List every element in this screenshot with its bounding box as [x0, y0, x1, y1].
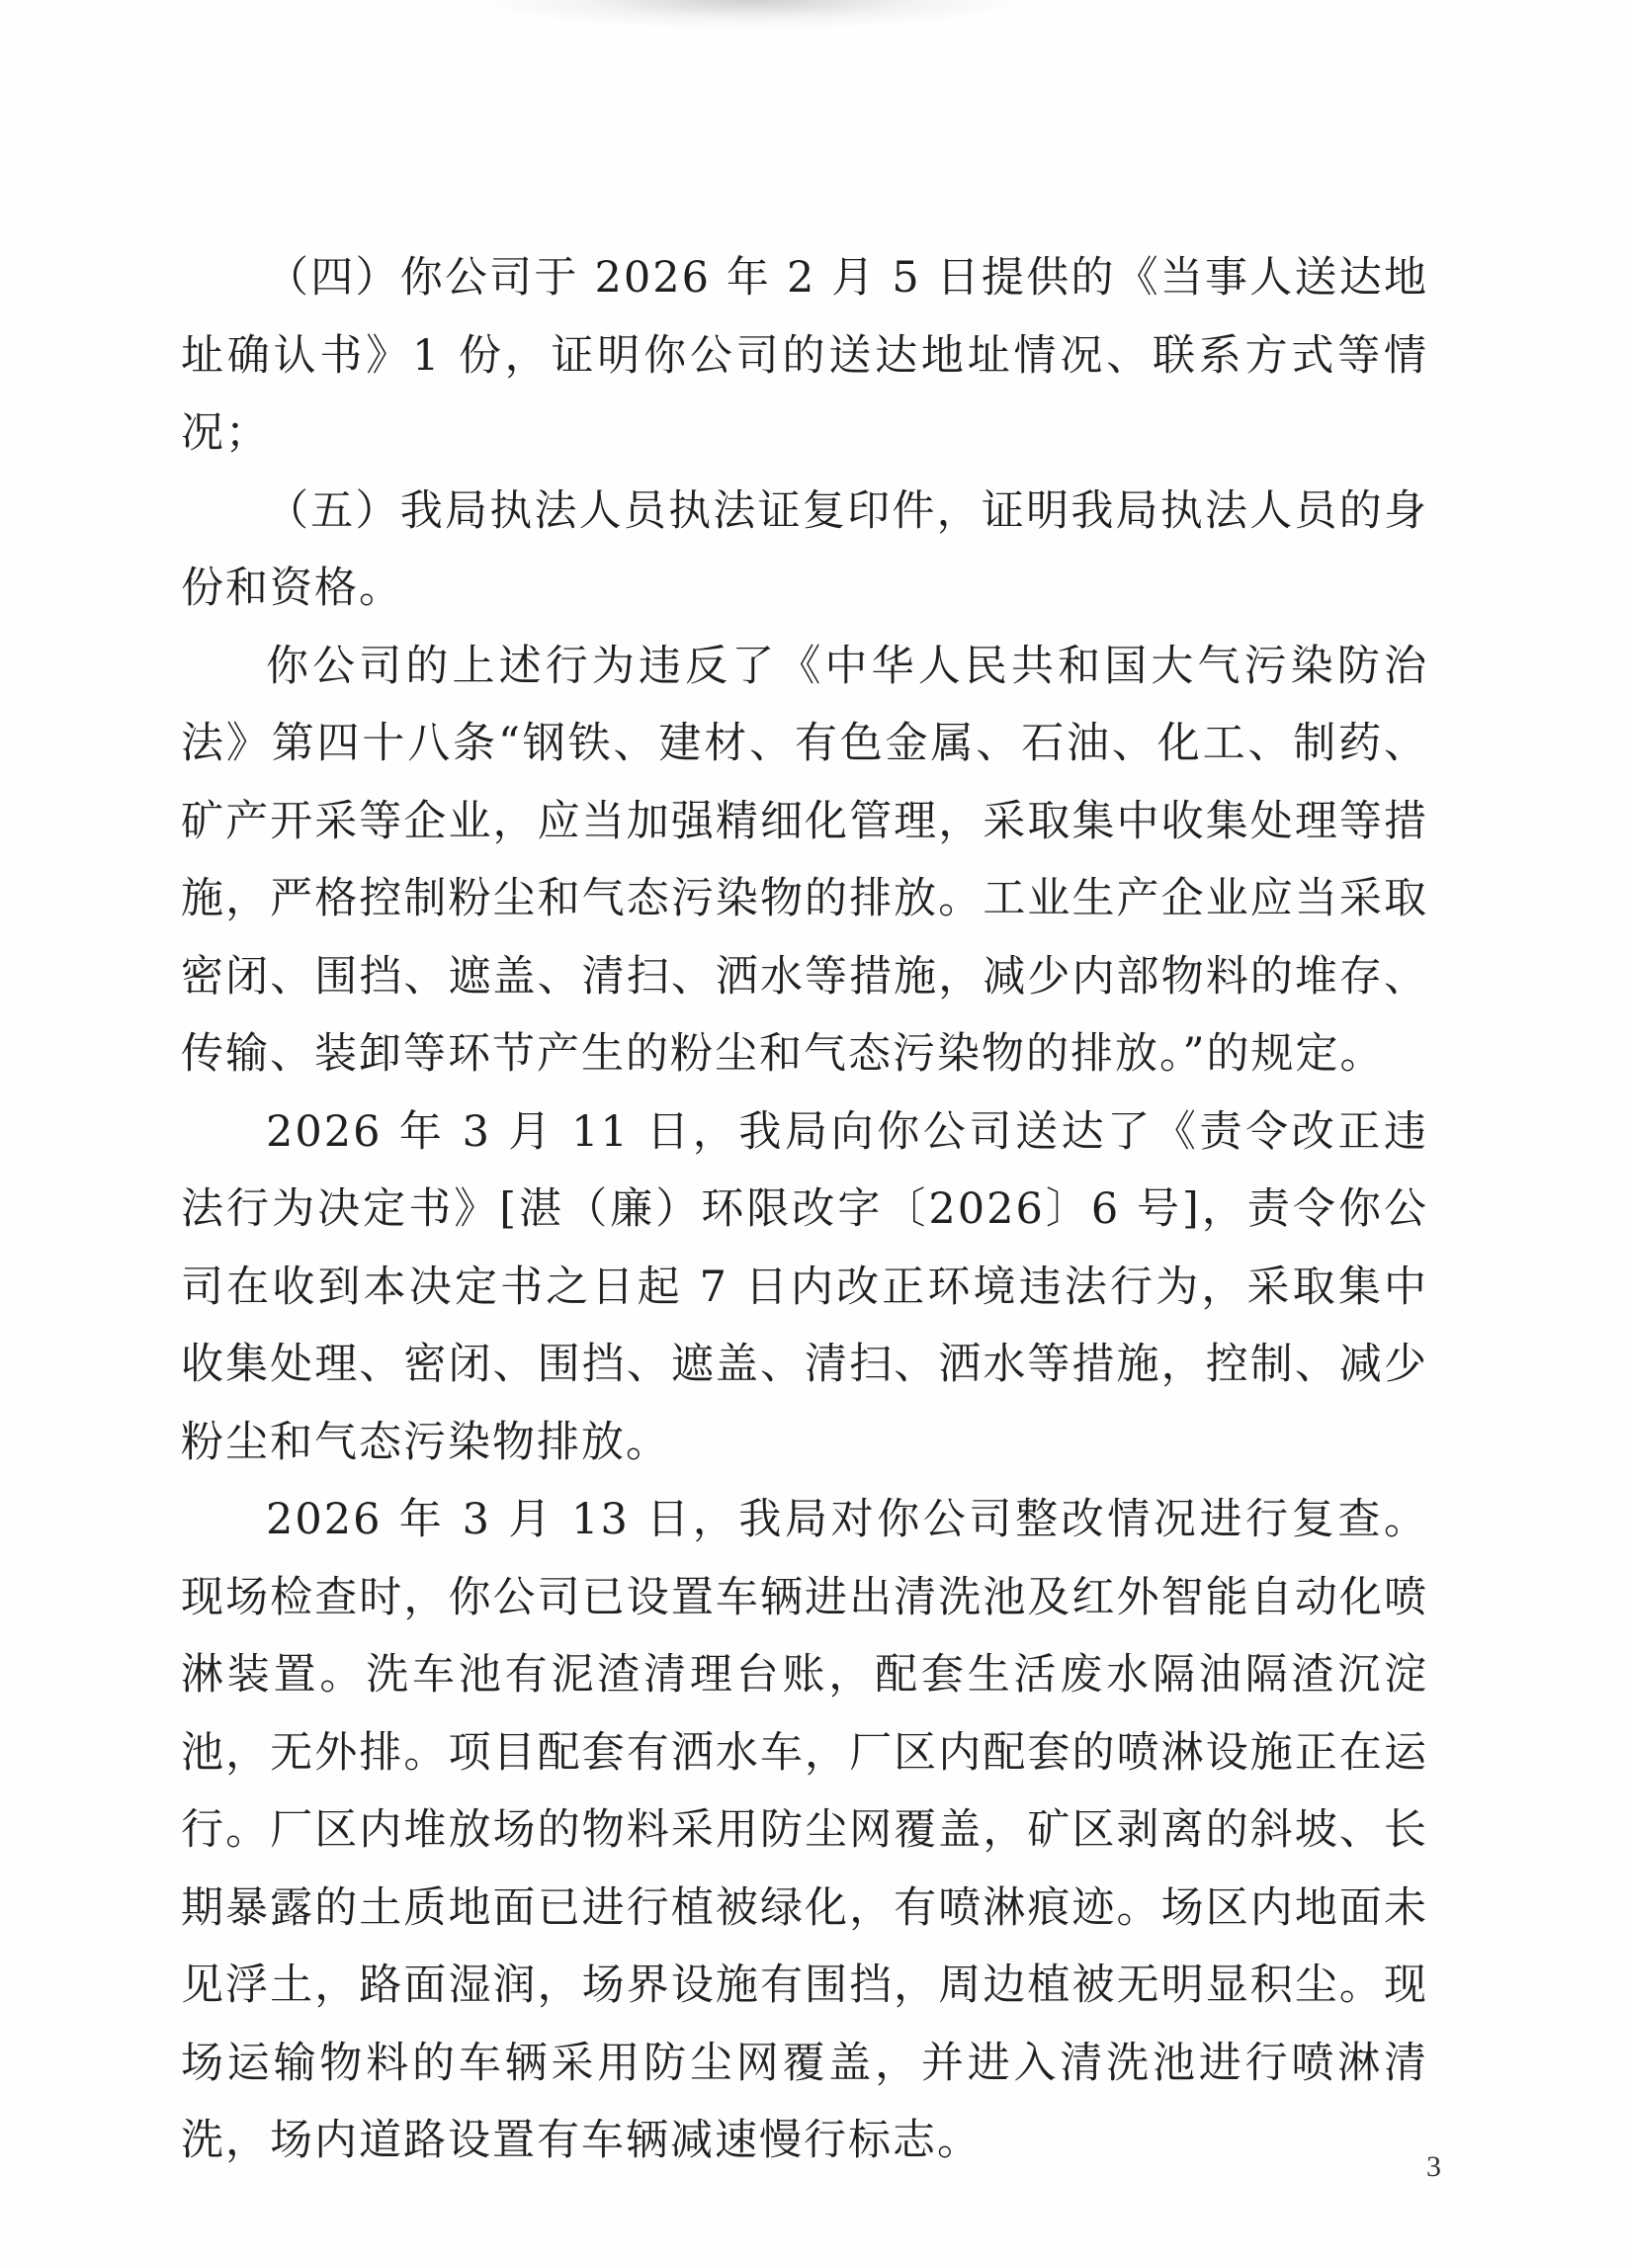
paragraph-evidence-5: （五）我局执法人员执法证复印件，证明我局执法人员的身份和资格。 [181, 485, 1428, 613]
page-number: 3 [1426, 2150, 1441, 2183]
paragraph-violation: 你公司的上述行为违反了《中华人民共和国大气污染防治法》第四十八条“钢铁、建材、有色金属、石油、化工、制药、矿产开采等企业，应当加强精细化管理，采取集中收集处理等措施，严格控制粉尘和气态污染物的排放。工业生产企业应当采取密闭、围挡、遮盖、清扫、洒水等措施，减少内部物料的堆存、传输、装卸等环节产生的粉尘和气态污染物的排放。”的规定。 [181, 641, 1428, 1079]
scan-shadow [494, 0, 1008, 28]
document-body [181, 239, 1428, 2180]
paragraph-review: 2026 年 3 月 13 日，我局对你公司整改情况进行复查。现场检查时，你公司已设置车辆进出清洗池及红外智能自动化喷淋装置。洗车池有泥渣清理台账，配套生活废水隔油隔渣沉淀池，无外排。项目配套有洒水车，厂区内配套的喷淋设施正在运行。厂区内堆放场的物料采用防尘网覆盖，矿区剥离的斜坡、长期暴露的土质地面已进行植被绿化，有喷淋痕迹。场区内地面未见浮土，路面湿润，场界设施有围挡，周边植被无明显积尘。现场运输物料的车辆采用防尘网覆盖，并进入清洗池进行喷淋清洗，场内道路设置有车辆减速慢行标志。 [181, 1495, 1428, 2165]
paragraph-evidence-4: （四）你公司于 2026 年 2 月 5 日提供的《当事人送达地址确认书》1 份，证明你公司的送达地址情况、联系方式等情况； [181, 253, 1428, 458]
paragraph-correction-order: 2026 年 3 月 11 日，我局向你公司送达了《责令改正违法行为决定书》[湛（廉）环限改字〔2026〕6 号]，责令你公司在收到本决定书之日起 7 日内改正环境违法行为，采取集中收集处理、密闭、围挡、遮盖、清扫、洒水等措施，控制、减少粉尘和气态污染物排放。 [181, 1106, 1428, 1467]
